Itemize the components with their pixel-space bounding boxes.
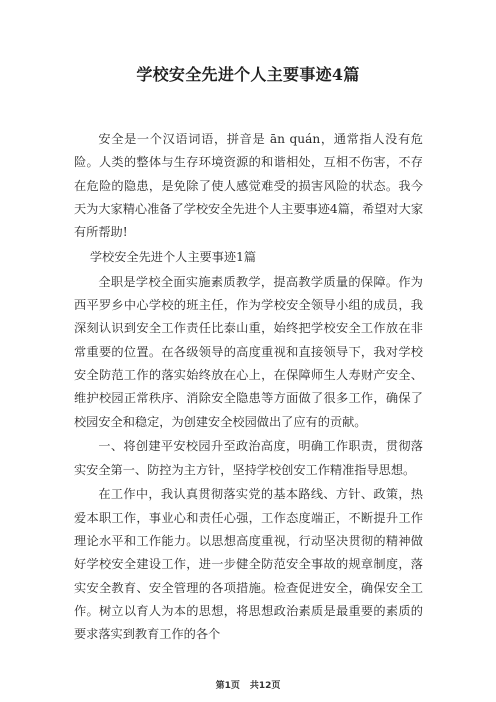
body-paragraph: 全职是学校全面实施素质教学，提高教学质量的保障。作为西平罗乡中心学校的班主任，作为学校安全领导小组的成员，我深刻认识到安全工作责任比泰山重，始终把学校安全工作放在非常重要的位置。在各级领导的高度重视和直接领导下，我对学校安全防范工作的落实始终放在心上，在保障师生人寿财产安全、维护校园正常秩序、消除安全隐患等方面做了很多工作，确保了校园安全和稳定，为创建安全校园做出了应有的贡献。 (74, 274, 423, 429)
page-footer (0, 678, 496, 691)
body-paragraph: 一、将创建平安校园升至政治高度，明确工作职责，贯彻落实安全第一、防控为主方针，坚持学校创安工作精准指导思想。 (74, 439, 423, 477)
page-number: 第1页 (215, 681, 240, 691)
body-paragraph: 在工作中，我认真贯彻落实党的基本路线、方针、政策，热爱本职工作，事业心和责任心强，工作态度端正，不断提升工作理论水平和工作能力。以思想高度重视，行动坚决贯彻的精神做好学校安全建设工作，进一步健全防范安全事故的规章制度，落实安全教育、安全管理的各项措施。检查促进安全，确保安全工作。树立以育人为本的思想，将思想政治素质是最重要的素质的要求落实到教育工作的各个 (74, 487, 423, 642)
document-title: 学校安全先进个人主要事迹4篇 (136, 65, 360, 84)
page-total: 共12页 (249, 681, 281, 691)
intro-paragraph: 安全是一个汉语词语，拼音是 ān quán，通常指人没有危险。人类的整体与生存环境资源的和谐相处，互相不伤害，不存在危险的隐患，是免除了使人感觉难受的损害风险的状态。我今天为大家精心准备了学校安全先进个人主要事迹4篇，希望对大家有所帮助! (74, 132, 424, 240)
section-heading: 学校安全先进个人主要事迹1篇 (89, 249, 257, 264)
document-body (74, 128, 423, 648)
